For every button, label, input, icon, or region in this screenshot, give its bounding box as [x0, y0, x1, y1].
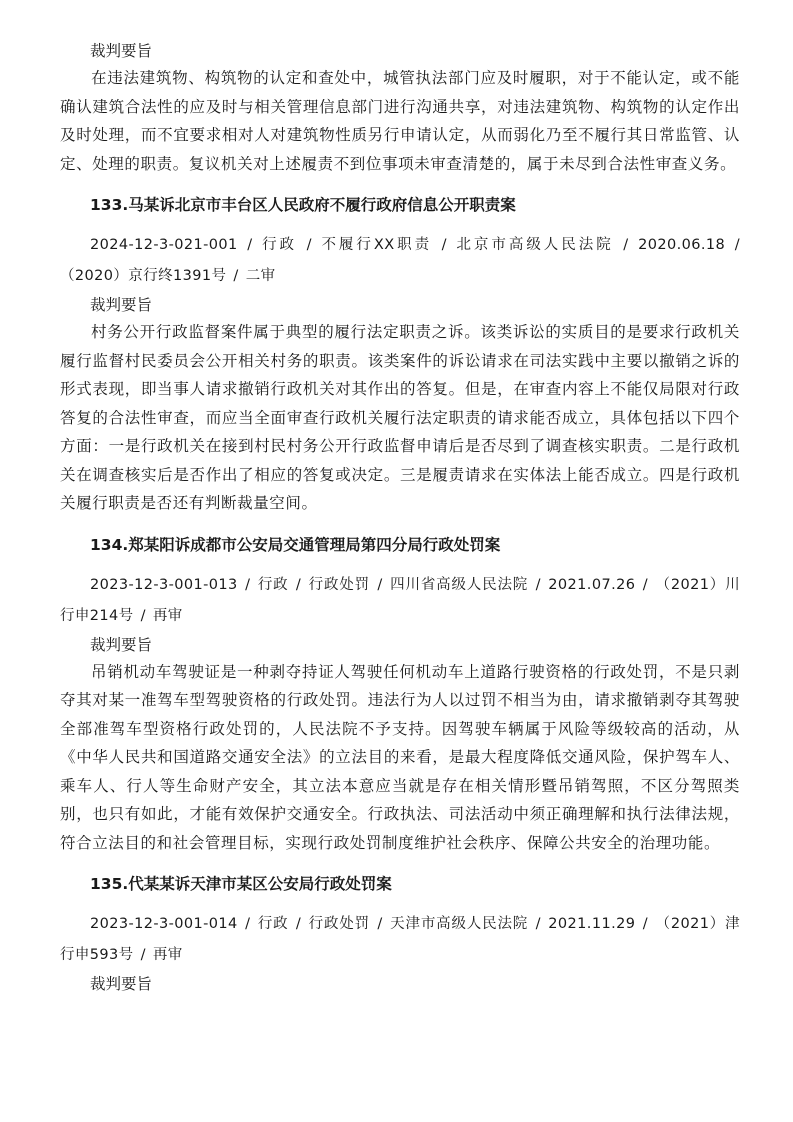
case-134-title: 134.郑某阳诉成都市公安局交通管理局第四分局行政处罚案 — [90, 535, 501, 554]
case-135-ruling-label: 裁判要旨 — [90, 975, 153, 993]
case-134-ruling-text: 吊销机动车驾驶证是一种剥夺持证人驾驶任何机动车上道路行驶资格的行政处罚，不是只剥夺其对某一准驾车型驾驶资格的行政处罚。违法行为人以过罚不相当为由，请求撤销剥夺其驾驶全部准驾车型资格行政处罚的，人民法院不予支持。因驾驶车辆属于风险等级较高的活动，从《中华人民共和国道路交通安全法》的立法目的来看，是最大程度降低交通风险，保护驾车人、乘车人、行人等生命财产安全，其立法本意应当就是存在相关情形暨吊销驾照，不区分驾照类别，也只有如此，才能有效保护交通安全。行政执法、司法活动中须正确理解和执行法律法规，符合立法目的和社会管理目标，实现行政处罚制度维护社会秩序、保障公共安全的治理功能。 — [60, 662, 740, 852]
intro-ruling-label: 裁判要旨 — [90, 42, 153, 60]
case-134-meta: 2023-12-3-001-013 / 行政 / 行政处罚 / 四川省高级人民法院 / 2021.07.26 / （2021）川行申214号 / 再审 — [60, 576, 740, 624]
case-133-ruling-text: 村务公开行政监督案件属于典型的履行法定职责之诉。该类诉讼的实质目的是要求行政机关履行监督村民委员会公开相关村务的职责。该类案件的诉讼请求在司法实践中主要以撤销之诉的形式表现，即当事人请求撤销行政机关对其作出的答复。但是，在审查内容上不能仅局限对行政答复的合法性审查，而应当全面审查行政机关履行法定职责的请求能否成立，具体包括以下四个方面：一是行政机关在接到村民村务公开行政监督申请后是否尽到了调查核实职责。二是行政机关在调查核实后是否作出了相应的答复或决定。三是履责请求在实体法上能否成立。四是行政机关履行职责是否还有判断裁量空间。 — [60, 323, 740, 512]
case-133-ruling-label: 裁判要旨 — [90, 296, 153, 314]
intro-ruling-text: 在违法建筑物、构筑物的认定和查处中，城管执法部门应及时履职，对于不能认定，或不能确认建筑合法性的应及时与相关管理信息部门进行沟通共享，对违法建筑物、构筑物的认定作出及时处理，而不宜要求相对人对建筑物性质另行申请认定，从而弱化乃至不履行其日常监管、认定、处理的职责。复议机关对上述履责不到位事项未审查清楚的，属于未尽到合法性审查义务。 — [60, 69, 740, 173]
case-135-meta: 2023-12-3-001-014 / 行政 / 行政处罚 / 天津市高级人民法院 / 2021.11.29 / （2021）津行申593号 / 再审 — [60, 916, 740, 963]
case-133-title: 133.马某诉北京市丰台区人民政府不履行政府信息公开职责案 — [90, 196, 516, 214]
case-134-ruling-label: 裁判要旨 — [90, 635, 153, 654]
document-page — [60, 38, 740, 997]
case-135-title: 135.代某某诉天津市某区公安局行政处罚案 — [90, 875, 392, 893]
case-133-meta: 2024-12-3-021-001 / 行政 / 不履行XX职责 / 北京市高级人民法院 / 2020.06.18 / （2020）京行终1391号 / 二审 — [60, 237, 740, 284]
